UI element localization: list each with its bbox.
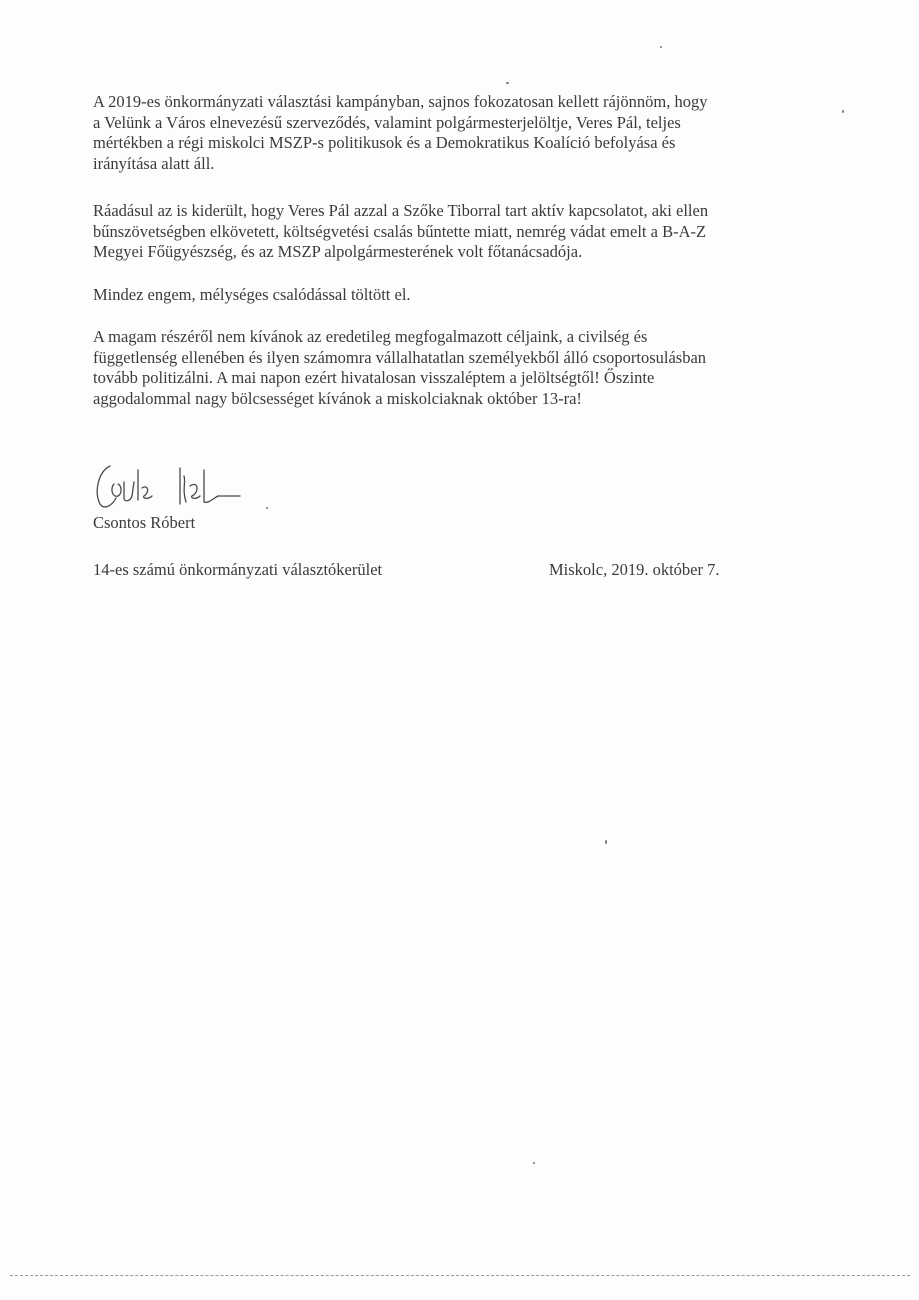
- place-and-date: Miskolc, 2019. október 7.: [549, 560, 720, 579]
- paragraph-1: A 2019-es önkormányzati választási kampányban, sajnos fokozatosan kellett rájönnöm, hogy a Velünk a Város elnevezésű szerveződés, valamint polgármesterjelöltje, Veres Pál, teljes mértékben a régi miskolci MSZP-s politikusok és a Demokratikus Koalíció befolyása és irányítása alatt áll.: [93, 92, 708, 173]
- scan-edge-line: [10, 1275, 910, 1276]
- signer-name: Csontos Róbert: [93, 513, 196, 532]
- paragraph-3: Mindez engem, mélységes csalódással töltött el.: [93, 285, 411, 304]
- scan-speck: [660, 46, 662, 48]
- scan-speck: [266, 507, 268, 509]
- scan-speck: [506, 82, 509, 84]
- scan-speck: [605, 840, 607, 844]
- scan-speck: [533, 1162, 535, 1164]
- electoral-district: 14-es számú önkormányzati választókerület: [93, 560, 383, 579]
- paragraph-2: Ráadásul az is kiderült, hogy Veres Pál azzal a Szőke Tiborral tart aktív kapcsolatot, aki ellen bűnszövetségben elkövetett, költségvetési csalás bűntette miatt, nemrég vádat emelt a B-A-Z Megyei Főügyészség, és az MSZP alpolgármesterének volt főtanácsadója.: [93, 201, 709, 261]
- scan-speck: [842, 110, 844, 113]
- paragraph-4: A magam részéről nem kívánok az eredetileg megfogalmazott céljaink, a civilség és függetlenség ellenében és ilyen számomra vállalhatatlan személyekből álló csoportosulásban tovább politizálni. A mai napon ezért hivatalosan visszaléptem a jelöltségtől! Őszinte aggodalommal nagy bölcsességet kívánok a miskolciaknak október 13-ra!: [93, 327, 707, 408]
- handwritten-signature: [90, 458, 270, 516]
